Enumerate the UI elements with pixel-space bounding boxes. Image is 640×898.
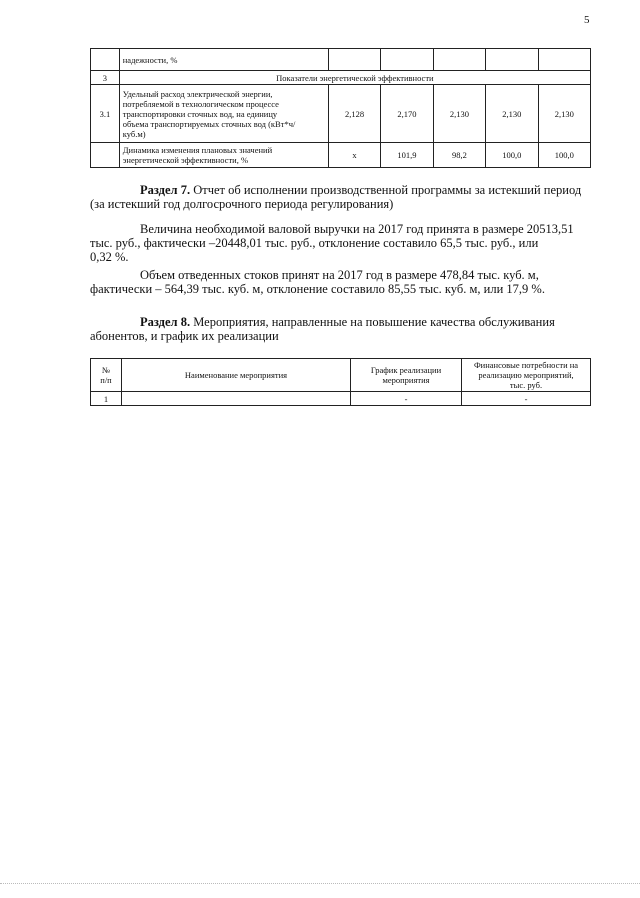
section7-subtitle: (за истекший год долгосрочного периода регулирования): [90, 197, 394, 211]
paragraph-line: фактически – 564,39 тыс. куб. м, отклонение составило 85,55 тыс. куб. м, или 17,9 %.: [90, 282, 545, 296]
section-title: Показатели энергетической эффективности: [119, 71, 590, 85]
table-cell: [433, 49, 485, 71]
measures-table: [90, 358, 591, 406]
column-header-finance: [462, 359, 591, 392]
section7-paragraph2: [90, 268, 590, 296]
value-cell: 100,0: [486, 143, 538, 168]
indicator-name: [119, 85, 328, 143]
value-cell: 2,170: [381, 85, 433, 143]
value-cell: 101,9: [381, 143, 433, 168]
header-line: График реализации: [370, 365, 442, 375]
name-line: Динамика изменения плановых значений: [122, 145, 273, 155]
paragraph-line: Величина необходимой валовой выручки на 2017 год принята в размере 20513,51: [140, 222, 574, 236]
header-line: п/п: [100, 375, 112, 385]
section7-paragraph1: [90, 222, 590, 264]
table-cell: [381, 49, 433, 71]
measure-name: [122, 392, 351, 406]
table-cell: [486, 49, 538, 71]
page-number: 5: [584, 14, 590, 26]
header-line: тыс. руб.: [509, 380, 543, 390]
section8-label: Раздел 8.: [140, 315, 191, 329]
table-header-row: [91, 359, 591, 392]
name-line: Удельный расход электрической энергии,: [122, 88, 273, 99]
header-line: №: [101, 365, 111, 375]
header-line: мероприятия: [382, 375, 430, 385]
paragraph-line: тыс. руб., фактически –20448,01 тыс. руб., отклонение составило 65,5 тыс. руб., или: [90, 236, 539, 250]
measure-finance: -: [462, 392, 591, 406]
table-cell: [328, 49, 380, 71]
section-number: 3: [91, 71, 120, 85]
value-cell: 98,2: [433, 143, 485, 168]
table-row: [91, 143, 591, 168]
value-cell: 100,0: [538, 143, 590, 168]
measure-schedule: -: [351, 392, 462, 406]
name-line: транспортировки сточных вод, на единицу: [122, 108, 278, 119]
value-cell: 2,128: [328, 85, 380, 143]
header-line: Финансовые потребности на: [473, 360, 579, 370]
value-cell: x: [328, 143, 380, 168]
table-cell: [538, 49, 590, 71]
section8-title: Мероприятия, направленные на повышение качества обслуживания: [190, 315, 555, 329]
column-header-num: [91, 359, 122, 392]
section8-subtitle: абонентов, и график их реализации: [90, 329, 279, 343]
table-row: [91, 85, 591, 143]
header-line: реализацию мероприятий,: [478, 370, 574, 380]
value-cell: 2,130: [433, 85, 485, 143]
name-line: объема транспортируемых сточных вод (кВт*ч/: [122, 118, 296, 129]
value-cell: 2,130: [538, 85, 590, 143]
table-cell: [91, 143, 120, 168]
page-bottom-divider: [0, 883, 640, 884]
paragraph-line: Объем отведенных стоков принят на 2017 год в размере 478,84 тыс. куб. м,: [140, 268, 539, 282]
paragraph-line: 0,32 %.: [90, 250, 129, 264]
section-row: [91, 71, 591, 85]
column-header-schedule: [351, 359, 462, 392]
section7-heading: [90, 183, 590, 211]
section7-title: Отчет об исполнении производственной программы за истекший период: [190, 183, 582, 197]
name-line: энергетической эффективности, %: [122, 155, 249, 165]
indicator-name: [119, 143, 328, 168]
table-row: [91, 49, 591, 71]
name-line: потребляемой в технологическом процессе: [122, 98, 279, 109]
section8-heading: [90, 315, 590, 343]
row-number: 1: [91, 392, 122, 406]
row-number: 3.1: [91, 85, 120, 143]
reliability-tail-cell: надежности, %: [119, 49, 328, 71]
name-line: куб.м): [122, 128, 146, 139]
energy-indicators-table: [90, 48, 591, 168]
value-cell: 2,130: [486, 85, 538, 143]
table-cell: [91, 49, 120, 71]
section7-label: Раздел 7.: [140, 183, 191, 197]
table-row: [91, 392, 591, 406]
column-header-name: Наименование мероприятия: [122, 359, 351, 392]
